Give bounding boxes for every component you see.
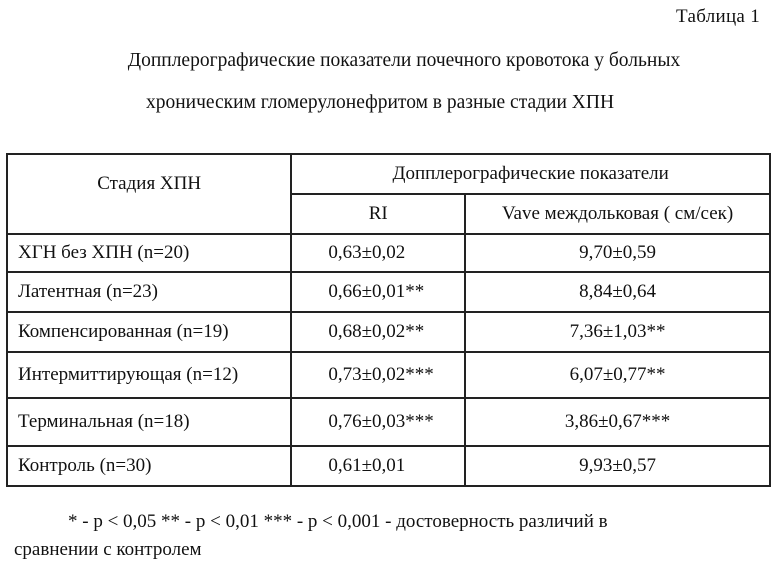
stage-cell: Интермиттирующая (n=12) bbox=[7, 352, 291, 398]
table-row bbox=[7, 352, 770, 398]
vave-cell: 9,70±0,59 bbox=[465, 234, 770, 272]
vave-cell: 3,86±0,67*** bbox=[465, 398, 770, 446]
table-row bbox=[7, 398, 770, 446]
footnote-significance: * - p < 0,05 ** - p < 0,01 *** - p < 0,001 - достоверность различий в bbox=[68, 511, 608, 532]
ri-cell: 0,66±0,01** bbox=[291, 272, 465, 312]
stage-cell: Компенсированная (n=19) bbox=[7, 312, 291, 352]
table-title-line-2: хроническим гломерулонефритом в разные стадии ХПН bbox=[145, 92, 615, 113]
stage-cell: ХГН без ХПН (n=20) bbox=[7, 234, 291, 272]
vave-cell: 7,36±1,03** bbox=[465, 312, 770, 352]
ri-cell: 0,73±0,02*** bbox=[291, 352, 465, 398]
table-row bbox=[7, 272, 770, 312]
ri-cell: 0,63±0,02 bbox=[291, 234, 465, 272]
vave-cell: 9,93±0,57 bbox=[465, 446, 770, 486]
vave-cell: 6,07±0,77** bbox=[465, 352, 770, 398]
header-vave: Vave междольковая ( см/сек) bbox=[465, 194, 770, 234]
table-title-line-1: Допплерографические показатели почечного кровотока у больных bbox=[127, 50, 681, 71]
ri-cell: 0,61±0,01 bbox=[291, 446, 465, 486]
stage-cell: Латентная (n=23) bbox=[7, 272, 291, 312]
footnote-significance-cont: сравнении с контролем bbox=[14, 539, 202, 560]
table-row bbox=[7, 312, 770, 352]
ri-cell: 0,76±0,03*** bbox=[291, 398, 465, 446]
table-number-label: Таблица 1 bbox=[676, 6, 760, 27]
header-stage: Стадия ХПН bbox=[7, 154, 291, 234]
stage-cell: Терминальная (n=18) bbox=[7, 398, 291, 446]
doppler-table bbox=[6, 153, 771, 487]
table-row bbox=[7, 446, 770, 486]
table-row bbox=[7, 234, 770, 272]
header-ri: RI bbox=[291, 194, 465, 234]
stage-cell: Контроль (n=30) bbox=[7, 446, 291, 486]
header-doppler-group: Допплерографические показатели bbox=[291, 154, 770, 194]
ri-cell: 0,68±0,02** bbox=[291, 312, 465, 352]
vave-cell: 8,84±0,64 bbox=[465, 272, 770, 312]
